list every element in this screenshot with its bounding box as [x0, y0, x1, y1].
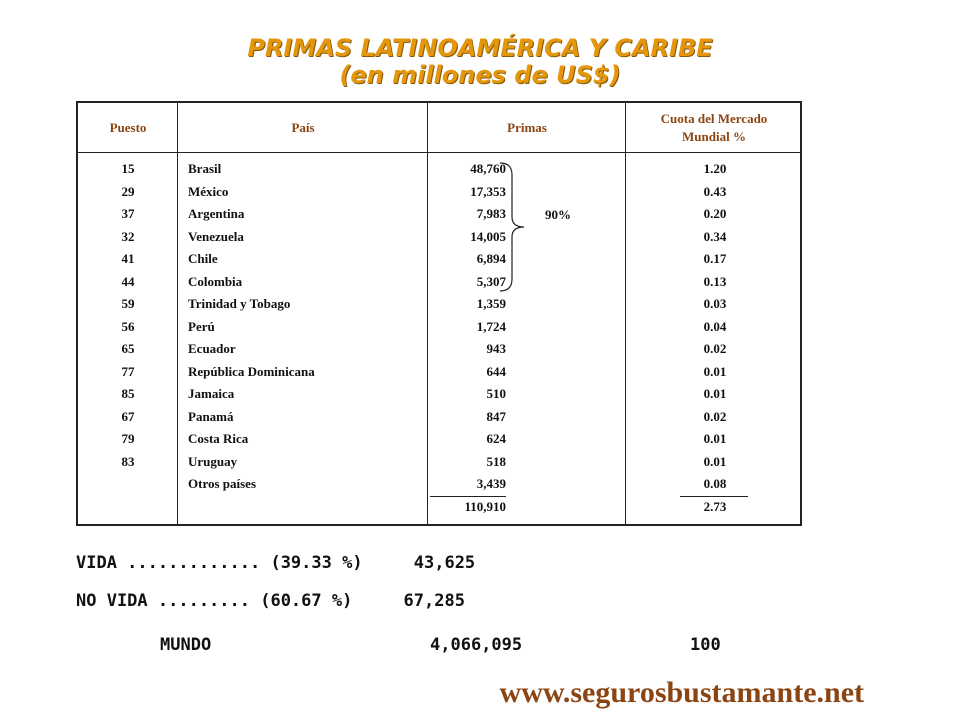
website-link[interactable]: www.segurosbustamante.net — [499, 676, 864, 709]
bracket-percentage: 90% — [545, 207, 571, 222]
share-cell: 0.02 — [703, 408, 727, 424]
header-country: País — [291, 119, 315, 135]
share-total: 2.73 — [703, 498, 727, 514]
premiums-cell: 6,894 — [476, 251, 506, 266]
share-cell: 0.01 — [703, 431, 727, 446]
country-cell: Costa Rica — [188, 431, 249, 446]
country-column — [188, 158, 418, 496]
header-share: Cuota del Mercado Mundial % — [660, 110, 768, 144]
divider — [625, 103, 626, 524]
premiums-underline — [430, 496, 506, 497]
premiums-cell: 1,724 — [476, 318, 506, 334]
premiums-cell: 14,005 — [470, 228, 506, 244]
title-line-1: PRIMAS LATINOAMÉRICA Y CARIBE — [247, 34, 713, 62]
country-cell: República Dominicana — [188, 363, 315, 379]
country-cell: Otros países — [188, 476, 257, 491]
rank-cell: 59 — [121, 296, 135, 311]
share-cell: 0.17 — [703, 251, 727, 266]
country-cell: Panamá — [188, 408, 234, 424]
share-underline — [680, 496, 748, 497]
rank-cell: 83 — [121, 453, 135, 469]
premiums-cell: 624 — [486, 431, 506, 446]
header-rank: Puesto — [109, 119, 147, 135]
share-cell: 1.20 — [703, 161, 727, 176]
premiums-cell: 510 — [486, 386, 506, 401]
share-cell: 0.01 — [703, 453, 727, 469]
bracket-icon — [498, 161, 526, 293]
country-cell: Jamaica — [188, 386, 235, 401]
rank-cell: 15 — [121, 161, 135, 176]
world-share: 100 — [690, 635, 721, 655]
rank-cell: 44 — [121, 273, 135, 289]
premiums-cell: 943 — [486, 341, 506, 356]
country-cell: Uruguay — [188, 453, 238, 469]
rank-cell — [78, 473, 178, 496]
rank-cell: 79 — [121, 431, 135, 446]
share-cell: 0.20 — [703, 206, 727, 221]
premiums-column — [421, 158, 506, 518]
share-column — [628, 158, 802, 518]
share-cell: 0.13 — [703, 273, 727, 289]
country-cell: Argentina — [188, 206, 245, 221]
share-cell: 0.01 — [703, 363, 727, 379]
premiums-cell: 48,760 — [470, 161, 506, 176]
share-cell: 0.34 — [703, 228, 727, 244]
premiums-table — [76, 101, 802, 526]
rank-cell: 29 — [121, 183, 135, 199]
country-cell: Trinidad y Tobago — [188, 296, 291, 311]
country-cell: Perú — [188, 318, 215, 334]
premiums-cell: 5,307 — [476, 273, 506, 289]
rank-cell: 32 — [121, 228, 135, 244]
rank-cell: 67 — [121, 408, 135, 424]
title-line-2: (en millones de US$) — [339, 61, 621, 89]
premiums-cell: 7,983 — [476, 206, 506, 221]
table-header — [78, 103, 800, 153]
share-cell: 0.43 — [703, 183, 727, 199]
world-label: MUNDO — [160, 635, 212, 655]
header-premiums: Primas — [507, 119, 547, 135]
country-cell: México — [188, 183, 229, 199]
world-value: 4,066,095 — [430, 635, 523, 655]
country-cell: Venezuela — [188, 228, 244, 244]
rank-cell: 77 — [121, 363, 135, 379]
premiums-cell: 644 — [486, 363, 506, 379]
rank-cell: 41 — [121, 251, 135, 266]
rank-cell: 56 — [121, 318, 135, 334]
rank-cell: 37 — [121, 206, 135, 221]
rank-cell: 85 — [121, 386, 135, 401]
country-cell: Brasil — [188, 161, 222, 176]
share-cell: 0.01 — [703, 386, 727, 401]
premiums-cell: 3,439 — [476, 476, 506, 491]
share-cell: 0.08 — [703, 476, 727, 491]
rank-cell: 65 — [121, 341, 135, 356]
summary-no-vida: NO VIDA ......... (60.67 %) 67,285 — [76, 591, 465, 611]
rank-column — [78, 158, 178, 496]
premiums-cell: 518 — [486, 453, 506, 469]
premiums-cell: 17,353 — [470, 183, 506, 199]
share-cell: 0.04 — [703, 318, 727, 334]
premiums-total: 110,910 — [464, 498, 506, 514]
share-cell: 0.03 — [703, 296, 727, 311]
country-cell: Colombia — [188, 273, 243, 289]
country-cell: Chile — [188, 251, 218, 266]
share-cell: 0.02 — [703, 341, 727, 356]
premiums-cell: 847 — [486, 408, 506, 424]
premiums-cell: 1,359 — [476, 296, 506, 311]
country-cell: Ecuador — [188, 341, 236, 356]
summary-vida: VIDA ............. (39.33 %) 43,625 — [76, 553, 476, 573]
